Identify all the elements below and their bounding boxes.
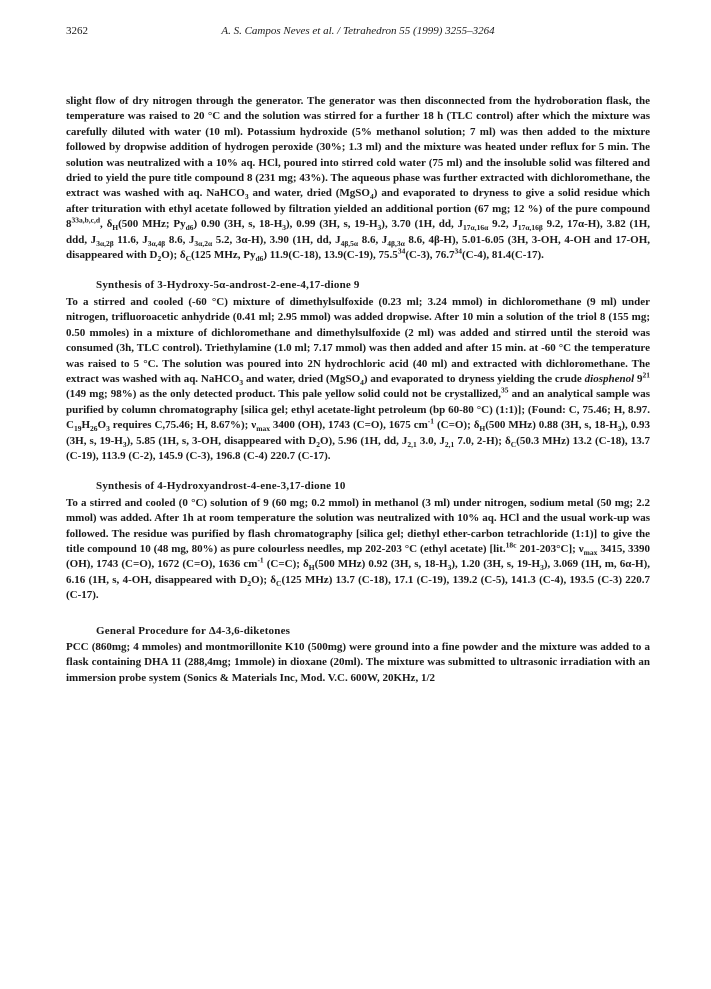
page-header [66, 25, 650, 41]
page-number: 3262 [66, 25, 88, 37]
paragraph-hydroboration-workup: slight flow of dry nitrogen through the generator. The generator was then disconnected from the hydroboration flask, the temperature was raised to 20 °C and the solution was stirred for a further 18 h (TLC control) after which the mixture was carefully diluted with water (10 ml). Potassium hydroxide (5% methanol solution; 7 ml) was then added to the mixture followed by dropwise addition of hydrogen peroxide (30%; 1.3 ml) and the mixture was heated under reflux for 5 min. The solution was neutralized with a 10% aq. HCl, poured into stirred cold water (75 ml) and the insoluble solid was filtered and dried to yield the pure title compound 8 (231 mg; 43%). The aqueous phase was further extracted with dichloromethane, the extract was washed with aq. NaHCO$_3$ and water, dried (MgSO$_4$) and evaporated to dryness to give a solid residue which after trituration with ethyl acetate followed by filtration yielded an additional portion (67 mg; 12 %) of the pure compound $8^{33a,b,c,d}$, $\delta_H(500$ MHz; $Py_{d6}$) 0.90 (3H, s, $18-H_3$), 0.99 (3H, s, $19-H_3$), 3.70 (1H, dd, $J_{17\alpha,16\alpha}$ 9.2, $J_{17\alpha,16\beta}$ 9.2, 17α-H), 3.82 (1H, ddd, $J_{3\alpha,2\beta}$ 11.6, $J_{3\alpha,4\beta}$ 8.6, $J_{3\alpha,2\alpha}$ 5.2, 3α-H), 3.90 (1H, dd, $J_{4\beta,5\alpha}$ 8.6, $J_{4\beta,3\alpha}$ 8.6, 4β-H), 5.01-6.05 (3H, 3-OH, 4-OH and 17-OH, disappeared with $D_2O$); $\delta_C(125$ MHz, $Py_{d6}$) 11.9(C-18), 13.9(C-19), 75.5$^{34}$(C-3), 76.7$^{34}$(C-4), 81.4(C-17). [66, 95, 651, 264]
paragraph-synthesis-9: To a stirred and cooled (-60 °C) mixture of dimethylsulfoxide (0.23 ml; 3.24 mmol) in dichloromethane (9 ml) under nitrogen, trifluoroacetic anhydride (0.41 ml; 2.95 mmol) was added dropwise. After 10 min a solution of the triol 8 (155 mg; 0.50 mmoles) in a mixture of dichloromethane and dimethylsulfoxide (2 ml) was added and stirred until the steroid was consumed (3h, TLC control). Triethylamine (1.0 ml; 7.17 mmol) was then added and after 15 min. at -60 °C the temperature was raised to 5 °C. The solution was poured into 2N hydrochloric acid (40 ml) and extracted with dichloromethane. The extract was washed with aq. NaHCO$_3$ and water, dried (MgSO$_4$) and evaporated to dryness yielding the crude diosphenol $9^{21}$ (149 mg; 98%) as the only detected product. This pale yellow solid could not be crystallized,$^{35}$ and an analytical sample was purified by column chromatography [silica gel; ethyl acetate-light petroleum (bp 60-80 °C) (1:1)]; (Found: C, 75.46; H, 8.97. $C_{19}H_{26}O_3$ requires C,75.46; H, 8.67%); $\nu_{max}$ 3400 (OH), 1743 (C=O), 1675 $cm^{-1}$ (C=O); $\delta_H(500$ MHz) 0.88 (3H, s, $18-H_3$), 0.93 (3H, s, $19-H_3$), 5.85 (1H, s, 3-OH, disappeared with $D_2O$), 5.96 (1H, dd, $J_{2,1}$ 3.0, $J_{2,1}$ 7.0, 2-H); $\delta_C(50.3$ MHz) 13.2 (C-18), 13.7 (C-19), 113.9 (C-2), 145.9 (C-3), 196.8 (C-4) 220.7 (C-17). [66, 295, 651, 462]
section-heading-synthesis-9: Synthesis of 3-Hydroxy-5α-androst-2-ene-4,17-dione 9 [96, 279, 360, 292]
body-text [66, 94, 650, 686]
section-heading-general-procedure: General Procedure for Δ4-3,6-diketones [96, 624, 291, 637]
running-head: A. S. Campos Neves et al. / Tetrahedron 55 (1999) 3255–3264 [221, 25, 495, 37]
paragraph-synthesis-10: To a stirred and cooled (0 °C) solution of 9 (60 mg; 0.2 mmol) in methanol (3 ml) under nitrogen, sodium metal (50 mg; 2.2 mmol) was added. After 1h at room temperature the solution was neutralized with 10% aq. HCl and the usual work-up was followed. The residue was purified by flash chromatography [silica gel; diethyl ether-carbon tetrachloride (1:1)] to give the title compound 10 (48 mg, 80%) as pure colourless needles, mp 202-203 °C (ethyl acetate) [lit.$^{18c}$ 201-203°C]; $\nu_{max}$ 3415, 3390 (OH), 1743 (C=O), 1672 (C=O), 1636 $cm^{-1}$ (C=C); $\delta_H(500$ MHz) 0.92 (3H, s, $18-H_3$), 1.20 (3H, s, $19-H_3$), 3.069 (1H, m, 6α-H), 6.16 (1H, s, 4-OH, disappeared with $D_2O$); $\delta_C(125$ MHz) 13.7 (C-18), 17.1 (C-19), 139.2 (C-5), 141.3 (C-4), 193.5 (C-3) 220.7 (C-17). [66, 496, 651, 602]
section-heading-synthesis-10: Synthesis of 4-Hydroxyandrost-4-ene-3,17-dione 10 [96, 480, 346, 493]
paragraph-general-procedure: PCC (860mg; 4 mmoles) and montmorillonite K10 (500mg) were ground into a fine powder and the mixture was added to a flask containing DHA 11 (288,4mg; 1mmole) in dioxane (20ml). The mixture was submitted to ultrasonic irradiation with an immersion probe system (Sonics & Materials Inc, Mod. V.C. 600W, 20KHz, 1/2 [66, 641, 650, 684]
